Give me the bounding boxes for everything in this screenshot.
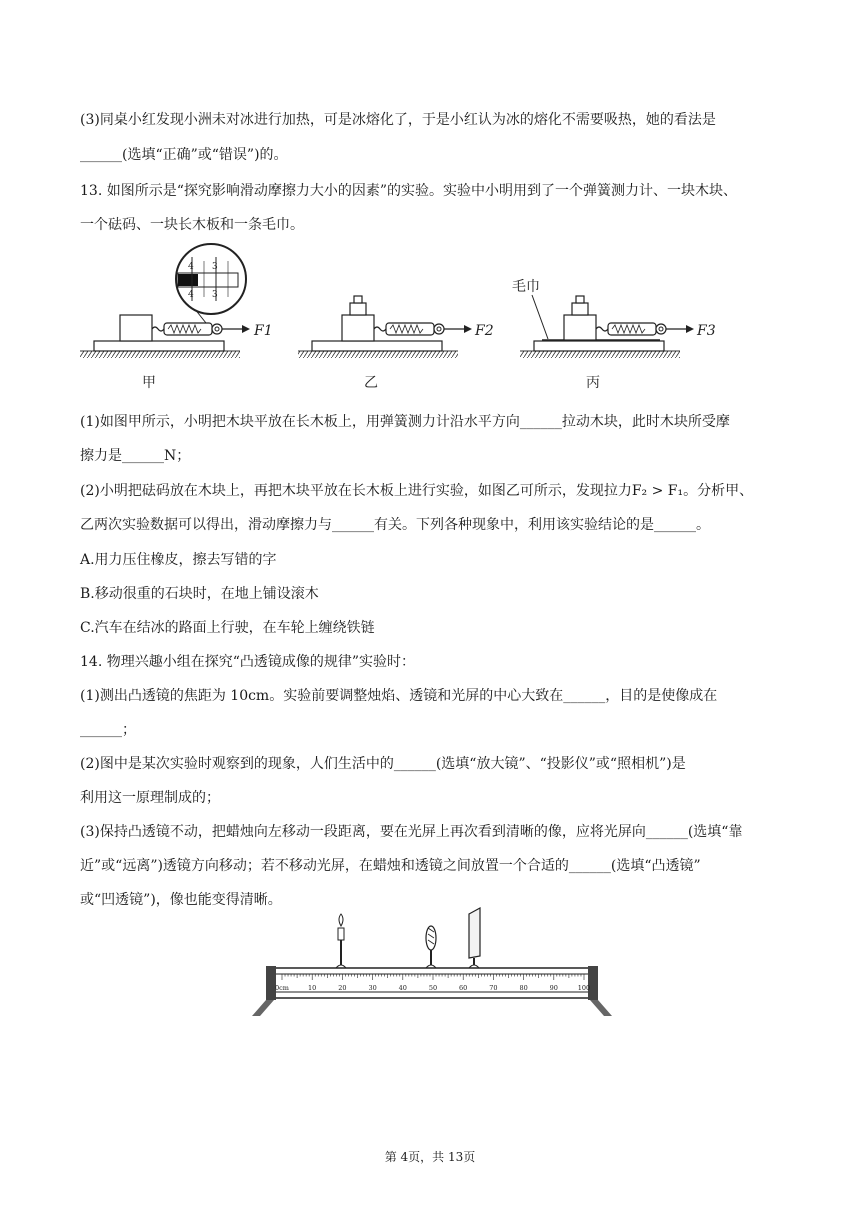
text-line: 近”或“远离”)透镜方向移动；若不移动光屏，在蜡烛和透镜之间放置一个合适的______(选填“凸透镜” — [80, 858, 701, 874]
text-line: 擦力是______N； — [80, 448, 191, 464]
wood-block — [564, 315, 596, 340]
text-line: (1)测出凸透镜的焦距为 10cm。实验前要调整烛焰、透镜和光屏的中心大致在______，目的是使像成在 — [80, 688, 718, 704]
question-13-line: 13. 如图所示是“探究影响滑动摩擦力大小的因素”的实验。实验中小明用到了一个弹簧测力计、一块木块、 — [80, 183, 738, 199]
ruler-tick-label: 100 — [577, 984, 591, 992]
text-line: ______； — [80, 722, 136, 738]
ruler-tick-label: 50 — [428, 984, 438, 992]
light-screen — [469, 908, 480, 968]
figure-label-jia: 甲 — [142, 375, 156, 391]
weight — [350, 303, 366, 315]
long-board — [312, 341, 442, 351]
text-line: ______(选填“正确”或“错误”)的。 — [80, 147, 288, 163]
ruler-tick-label: 0cm — [275, 984, 289, 992]
weight — [572, 303, 588, 315]
force-label-f2: F2 — [475, 323, 494, 339]
optical-bench-rail — [272, 968, 592, 998]
text-line: 或“凹透镜”)，像也能变得清晰。 — [80, 892, 282, 908]
setup-yi — [298, 296, 494, 391]
convex-lens — [426, 926, 436, 968]
ruler-tick-label: 60 — [459, 984, 468, 992]
figure-label-yi: 乙 — [364, 375, 378, 391]
setup-jia — [80, 244, 273, 391]
text-line: (3)保持凸透镜不动，把蜡烛向左移动一段距离，要在光屏上再次看到清晰的像，应将光屏向______(选填“靠 — [80, 824, 743, 840]
text-line: 利用这一原理制成的； — [80, 790, 220, 806]
friction-experiment-figure — [80, 243, 740, 393]
ruler-tick-label: 70 — [489, 984, 498, 992]
text-line: (3)同桌小红发现小洲未对冰进行加热，可是冰熔化了，于是小红认为冰的熔化不需要吸热，她的看法是 — [80, 112, 716, 128]
text-line: (2)图中是某次实验时观察到的现象，人们生活中的______(选填“放大镜”、“投影仪”或“照相机”)是 — [80, 756, 686, 772]
force-label-f1: F1 — [254, 323, 273, 339]
ruler-tick-label: 40 — [398, 984, 407, 992]
page-footer: 第 4页，共 13页 — [384, 1150, 476, 1164]
text-line: (1)如图甲所示，小明把木块平放在长木板上，用弹簧测力计沿水平方向______拉动木块，此时木块所受摩 — [80, 414, 730, 430]
long-board — [94, 341, 224, 351]
force-label-f3: F3 — [697, 323, 716, 339]
long-board — [534, 341, 664, 351]
option-c: C.汽车在结冰的路面上行驶，在车轮上缠绕铁链 — [80, 620, 375, 636]
ruler-tick-label: 90 — [549, 984, 558, 992]
text-line: 乙两次实验数据可以得出，滑动摩擦力与______有关。下列各种现象中，利用该实验结论的是______。 — [80, 517, 710, 533]
text-line: 一个砝码、一块长木板和一条毛巾。 — [80, 217, 304, 233]
wood-block — [120, 315, 152, 341]
ruler-tick-label: 80 — [519, 984, 528, 992]
option-b: B.移动很重的石块时，在地上铺设滚木 — [80, 586, 319, 602]
ruler-tick-label: 10 — [308, 984, 317, 992]
figure-label-bing: 丙 — [586, 375, 600, 391]
text-line: (2)小明把砝码放在木块上，再把木块平放在长木板上进行实验，如图乙可所示，发现拉力F₂ > F₁。分析甲、 — [80, 483, 754, 499]
svg-text:3: 3 — [212, 262, 218, 272]
optical-bench-figure — [250, 900, 616, 1018]
question-14-line: 14. 物理兴趣小组在探究“凸透镜成像的规律”实验时： — [80, 654, 416, 670]
setup-bing — [512, 278, 716, 391]
svg-text:3: 3 — [212, 290, 218, 300]
option-a: A.用力压住橡皮，擦去写错的字 — [80, 552, 277, 568]
wood-block — [342, 315, 374, 341]
ruler-tick-label: 20 — [338, 984, 347, 992]
svg-text:4: 4 — [188, 290, 194, 300]
towel-label: 毛巾 — [512, 279, 540, 295]
svg-text:4: 4 — [188, 262, 194, 272]
candle — [338, 914, 344, 968]
ruler-tick-label: 30 — [368, 984, 377, 992]
